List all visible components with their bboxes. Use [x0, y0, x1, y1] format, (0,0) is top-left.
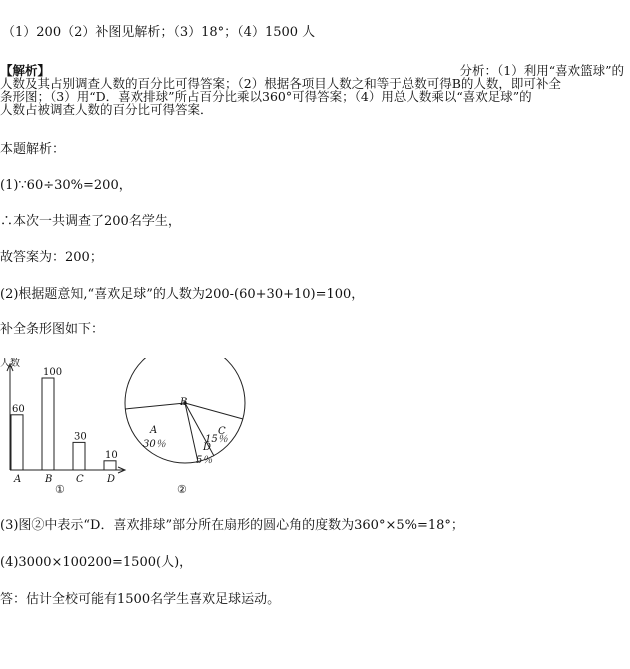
- step-1-conclusion: ∴本次一共调查了200名学生，: [0, 214, 181, 229]
- step-4: (4)3000×100200=1500(人)，: [0, 555, 193, 570]
- step-2-figure-intro: 补全条形图如下：: [0, 322, 105, 337]
- bar-a: [11, 415, 23, 470]
- step-2: (2)根据题意知,“喜欢足球”的人数为200-(60+30+10)=100，: [0, 287, 365, 302]
- bar-chart-ylabel: 人数: [0, 358, 20, 369]
- bar-b: [42, 378, 54, 470]
- pie-percent-d: 5％: [196, 455, 213, 466]
- figure: [0, 358, 260, 508]
- answer-line: （1）200（2）补图见解析；（3）18°；（4）1500 人: [2, 25, 316, 40]
- solution-header: 本题解析：: [0, 142, 66, 157]
- analysis-line-3: 条形图；（3）用“D．喜欢排球”所占百分比乘以360°可得答案；（4）用总人数乘以“喜欢足球”的: [0, 89, 532, 104]
- pie-label-c: C: [218, 426, 226, 437]
- step-3: (3)图②中表示“D．喜欢排球”部分所在扇形的圆心角的度数为360°×5%=18°；: [0, 518, 464, 533]
- bar-value-b: 100: [43, 367, 63, 378]
- step-1-answer: 故答案为：200；: [0, 250, 103, 265]
- analysis-line-2: 人数及其占别调查人数的百分比可得答案；（2）根据各项目人数之和等于总数可得B的人数，即可补全: [0, 76, 561, 91]
- analysis-block: [0, 64, 630, 116]
- bar-value-a: 60: [12, 403, 25, 415]
- bar-category-b: B: [45, 474, 53, 485]
- bar-category-a: A: [14, 474, 22, 485]
- pie-label-d: D: [203, 442, 212, 453]
- bar-value-d: 10: [105, 449, 118, 461]
- conclusion: 答：估计全校可能有1500名学生喜欢足球运动。: [0, 592, 281, 607]
- pie-percent-c: 15％: [205, 434, 228, 445]
- analysis-line-4: 人数占被调查人数的百分比可得答案．: [0, 102, 213, 117]
- bar-category-c: C: [76, 474, 84, 485]
- bar-chart-caption: ①: [55, 483, 65, 496]
- step-1: (1)∵60÷30%=200，: [0, 178, 132, 193]
- analysis-header: 【解析】: [0, 63, 51, 78]
- pie-divider-bc: [185, 403, 243, 419]
- bar-category-d: D: [107, 474, 116, 485]
- bar-d: [104, 461, 116, 470]
- analysis-intro: 分析：（1）利用“喜欢篮球”的: [459, 63, 624, 78]
- pie-label-a: A: [150, 425, 158, 436]
- pie-percent-a: 30％: [143, 439, 166, 450]
- bar-c: [73, 442, 85, 470]
- pie-divider-da: [185, 403, 198, 462]
- pie-chart-caption: ②: [177, 483, 187, 496]
- pie-label-b: B: [180, 397, 188, 408]
- bar-value-c: 30: [74, 431, 87, 443]
- pie-divider-ab: [125, 403, 185, 409]
